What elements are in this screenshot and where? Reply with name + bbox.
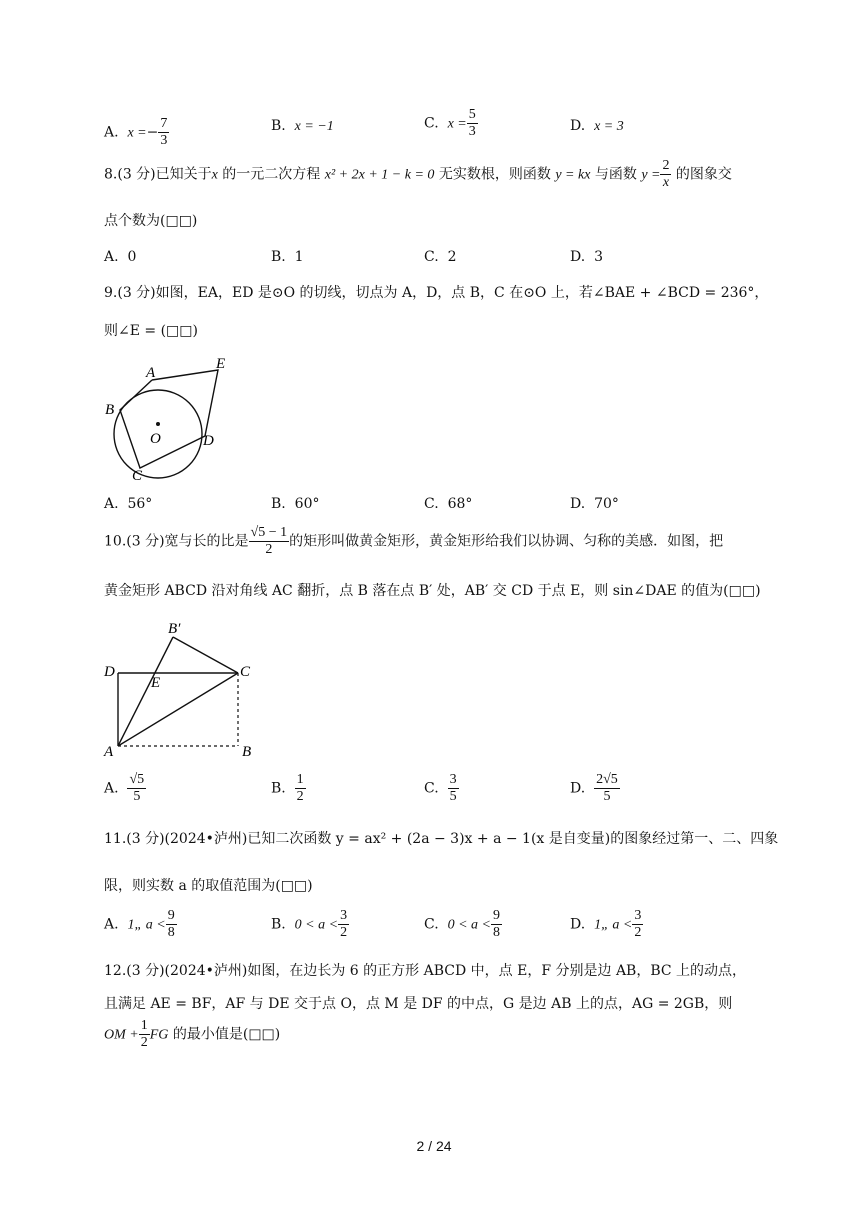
q11-option-b: B. 0 < a < $\frac{3}{2}$ [271, 908, 348, 940]
q10-stem-line2: 黄金矩形 ABCD 沿对角线 AC 翻折，点 B 落在点 B′ 处，AB′ 交 CD 于点 E，则 sin∠DAE 的值为(□□) [104, 583, 761, 599]
q12-stem-line2: 且满足 AE = BF，AF 与 DE 交于点 O，点 M 是 DF 的中点，G 是边 AB 上的点，AG = 2GB，则 [104, 996, 733, 1012]
q11-stem-line2: 限，则实数 a 的取值范围为(□□) [104, 878, 313, 894]
q9-option-d: D. 70° [570, 496, 619, 512]
q11-stem-line1: 11.(3 分)(2024•泸州)已知二次函数 y = ax² + (2a − 3)x + a − 1(x 是自变量)的图象经过第一、二、四象 [104, 831, 779, 847]
q10-option-c: C. $\frac{3}{5}$ [424, 772, 457, 804]
q10-option-a: A. $\frac{√5}{5}$ [104, 772, 145, 804]
q9-stem-line2: 则∠E = (□□) [104, 323, 198, 339]
q10-option-b: B. $\frac{1}{2}$ [271, 772, 304, 804]
label-c: C [240, 664, 251, 680]
q11-option-c: C. 0 < a < $\frac{9}{8}$ [424, 908, 500, 940]
label-c: C [132, 468, 143, 484]
page-number: 2 / 24 [416, 1138, 452, 1154]
q12-stem-line3: OM + $\frac{1}{2}$ FG 的最小值是(□□) [104, 1018, 281, 1050]
q11-option-d: D. 1„ a < $\frac{3}{2}$ [570, 908, 642, 940]
q8-option-c: C. 2 [424, 249, 457, 265]
label-e: E [151, 675, 161, 691]
q8-stem-line2: 点个数为(□□) [104, 213, 198, 229]
q9-circle-figure [100, 352, 240, 487]
center-point [156, 422, 160, 426]
q8-stem-line1: 8.(3 分)已知关于x 的一元二次方程 x² + 2x + 1 − k = 0 无实数根，则函数 y = kx 与函数 y = $\frac{2}{x}$ 的图象交 [104, 158, 732, 190]
q11-option-a: A. 1„ a < $\frac{9}{8}$ [104, 908, 175, 940]
label-o: O [150, 431, 161, 447]
figure-lines [120, 370, 218, 468]
q9-option-b: B. 60° [271, 496, 320, 512]
label-b: B [105, 402, 115, 418]
label-e: E [216, 356, 226, 372]
label-b: B [242, 744, 252, 760]
q7-option-a: A. x =− $\frac{7}{3}$ [104, 116, 168, 148]
q8-option-a: A. 0 [104, 249, 137, 265]
label-a: A [104, 744, 114, 760]
q7-option-d: D. x = 3 [570, 118, 624, 134]
q7-option-c: C. x = $\frac{5}{3}$ [424, 107, 476, 139]
q10-stem-line1: 10.(3 分)宽与长的比是 $\frac{√5 - 1}{2}$ 的矩形叫做黄金矩形，黄金矩形给我们以协调、匀称的美感．如图，把 [104, 525, 724, 557]
q9-stem-line1: 9.(3 分)如图，EA，ED 是⊙O 的切线，切点为 A，D，点 B，C 在⊙O 上，若∠BAE + ∠BCD = 236°， [104, 285, 769, 301]
q9-option-c: C. 68° [424, 496, 473, 512]
q8-option-b: B. 1 [271, 249, 304, 265]
q12-stem-line1: 12.(3 分)(2024•泸州)如图，在边长为 6 的正方形 ABCD 中，点 E，F 分别是边 AB，BC 上的动点， [104, 963, 747, 979]
q10-rectangle-figure [100, 615, 270, 760]
label-b-prime: B′ [168, 621, 181, 637]
q7-option-b: B. x = −1 [271, 118, 334, 134]
label-d: D [203, 433, 214, 449]
q8-option-d: D. 3 [570, 249, 604, 265]
q9-option-a: A. 56° [104, 496, 153, 512]
label-d: D [104, 664, 115, 680]
q10-option-d: D. $\frac{2√5}{5}$ [570, 772, 618, 804]
label-a: A [146, 365, 156, 381]
